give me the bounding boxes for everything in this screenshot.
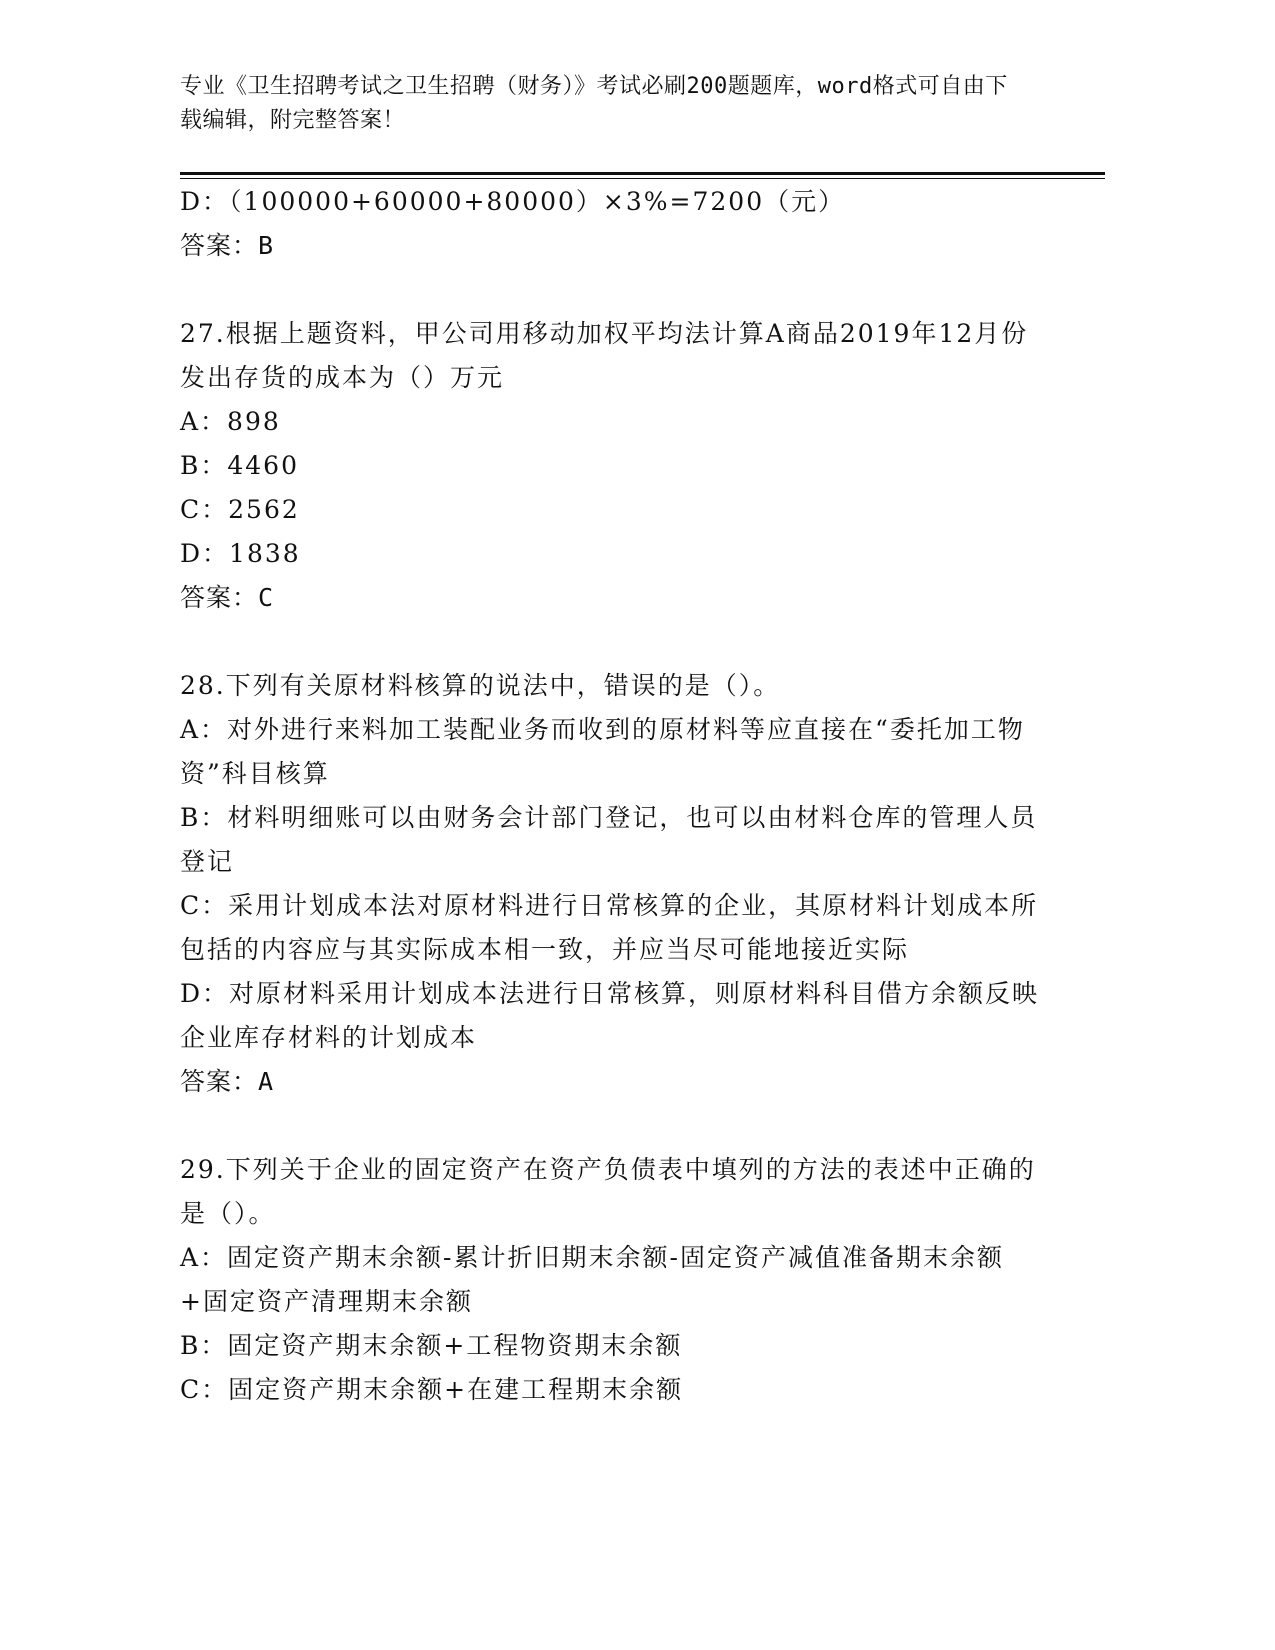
header-rule-thin [180,178,1105,179]
answer: 答案：A [180,1067,275,1096]
option-d: D：（100000+60000+80000）×3%=7200（元） [180,187,846,216]
question-stem: 28.下列有关原材料核算的说法中，错误的是（）。 [180,671,781,700]
option-d: D：对原材料采用计划成本法进行日常核算，则原材料科目借方余额反映企业库存材料的计划成本 [180,979,1040,1052]
answer: 答案：B [180,231,275,260]
document-body [180,180,1040,1412]
page-header: 专业《卫生招聘考试之卫生招聘（财务）》考试必刷200题题库，word格式可自由下载编辑，附完整答案！ [180,74,1008,133]
question-stem: 29.下列关于企业的固定资产在资产负债表中填列的方法的表述中正确的是（）。 [180,1155,1036,1228]
spacer [180,620,1040,664]
option-a: A：固定资产期末余额-累计折旧期末余额-固定资产减值准备期末余额+固定资产清理期末余额 [180,1243,1004,1316]
question-27 [180,312,1040,620]
option-d: D：1838 [180,539,301,568]
spacer [180,1104,1040,1148]
question-stem: 27.根据上题资料，甲公司用移动加权平均法计算A商品2019年12月份发出存货的成本为（）万元 [180,319,1029,392]
option-c: C：2562 [180,495,300,524]
question-28 [180,664,1040,1104]
spacer [180,268,1040,312]
option-b: B：4460 [180,451,299,480]
question-29 [180,1148,1040,1412]
option-a: A：对外进行来料加工装配业务而收到的原材料等应直接在“委托加工物资”科目核算 [180,715,1025,788]
header-rule-thick [180,172,1105,175]
option-b: B：固定资产期末余额+工程物资期末余额 [180,1331,683,1360]
option-a: A：898 [180,407,281,436]
answer: 答案：C [180,583,275,612]
option-c: C：固定资产期末余额+在建工程期末余额 [180,1375,684,1404]
option-c: C：采用计划成本法对原材料进行日常核算的企业，其原材料计划成本所包括的内容应与其实际成本相一致，并应当尽可能地接近实际 [180,891,1039,964]
option-b: B：材料明细账可以由财务会计部门登记，也可以由材料仓库的管理人员登记 [180,803,1038,876]
